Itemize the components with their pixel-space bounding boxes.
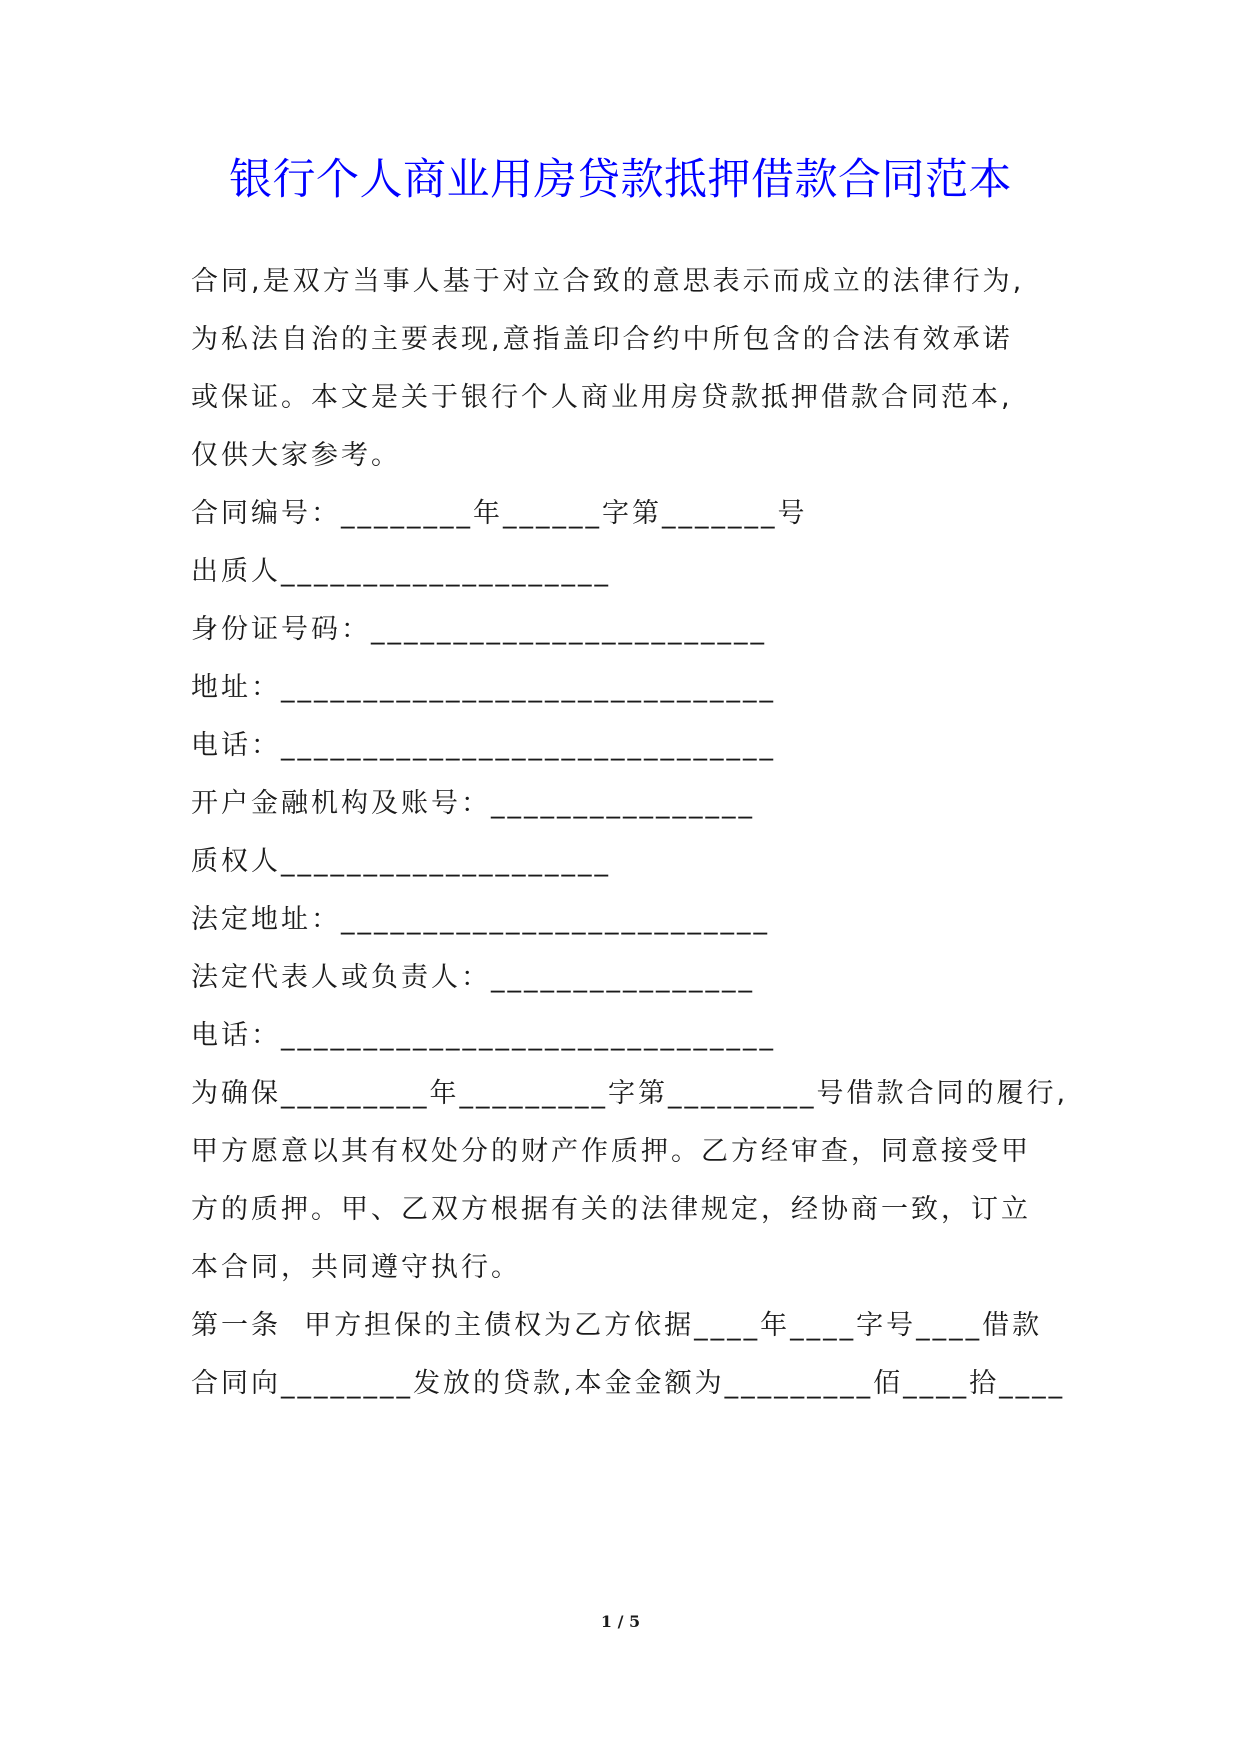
- text-line: 为私法自治的主要表现,意指盖印合约中所包含的合法有效承诺: [191, 324, 1013, 355]
- document-title: 银行个人商业用房贷款抵押借款合同范本: [229, 155, 1012, 205]
- id-number-field: 身份证号码：________________________: [191, 614, 767, 645]
- legal-address-field: 法定地址：__________________________: [191, 904, 770, 935]
- page-number: 1 / 5: [600, 1612, 641, 1631]
- bank-account-field: 开户金融机构及账号：________________: [191, 788, 755, 819]
- legal-representative-field: 法定代表人或负责人：________________: [191, 962, 755, 993]
- contract-number-field: 合同编号：________年______字第_______号: [191, 498, 808, 529]
- pledgee-field: 质权人____________________: [191, 846, 611, 877]
- article-one-line: 第一条 甲方担保的主债权为乙方依据____年____字号____借款: [191, 1310, 1043, 1341]
- text-line: 仅供大家参考。: [191, 440, 401, 471]
- text-line: 或保证。本文是关于银行个人商业用房贷款抵押借款合同范本,: [191, 382, 1013, 413]
- phone-field: 电话：______________________________: [191, 730, 776, 761]
- address-field: 地址：______________________________: [191, 672, 776, 703]
- text-line: 本合同，共同遵守执行。: [191, 1252, 521, 1283]
- text-line: 甲方愿意以其有权处分的财产作质押。乙方经审查，同意接受甲: [191, 1136, 1031, 1167]
- text-line: 为确保_________年_________字第_________号借款合同的履行,: [191, 1078, 1069, 1109]
- text-line: 方的质押。甲、乙双方根据有关的法律规定，经协商一致，订立: [191, 1194, 1031, 1225]
- pledgor-field: 出质人____________________: [191, 556, 611, 587]
- text-line: 合同,是双方当事人基于对立合致的意思表示而成立的法律行为,: [191, 266, 1025, 297]
- phone-field: 电话：______________________________: [191, 1020, 776, 1051]
- article-one-line: 合同向________发放的贷款,本金金额为_________佰____拾____: [191, 1368, 1066, 1399]
